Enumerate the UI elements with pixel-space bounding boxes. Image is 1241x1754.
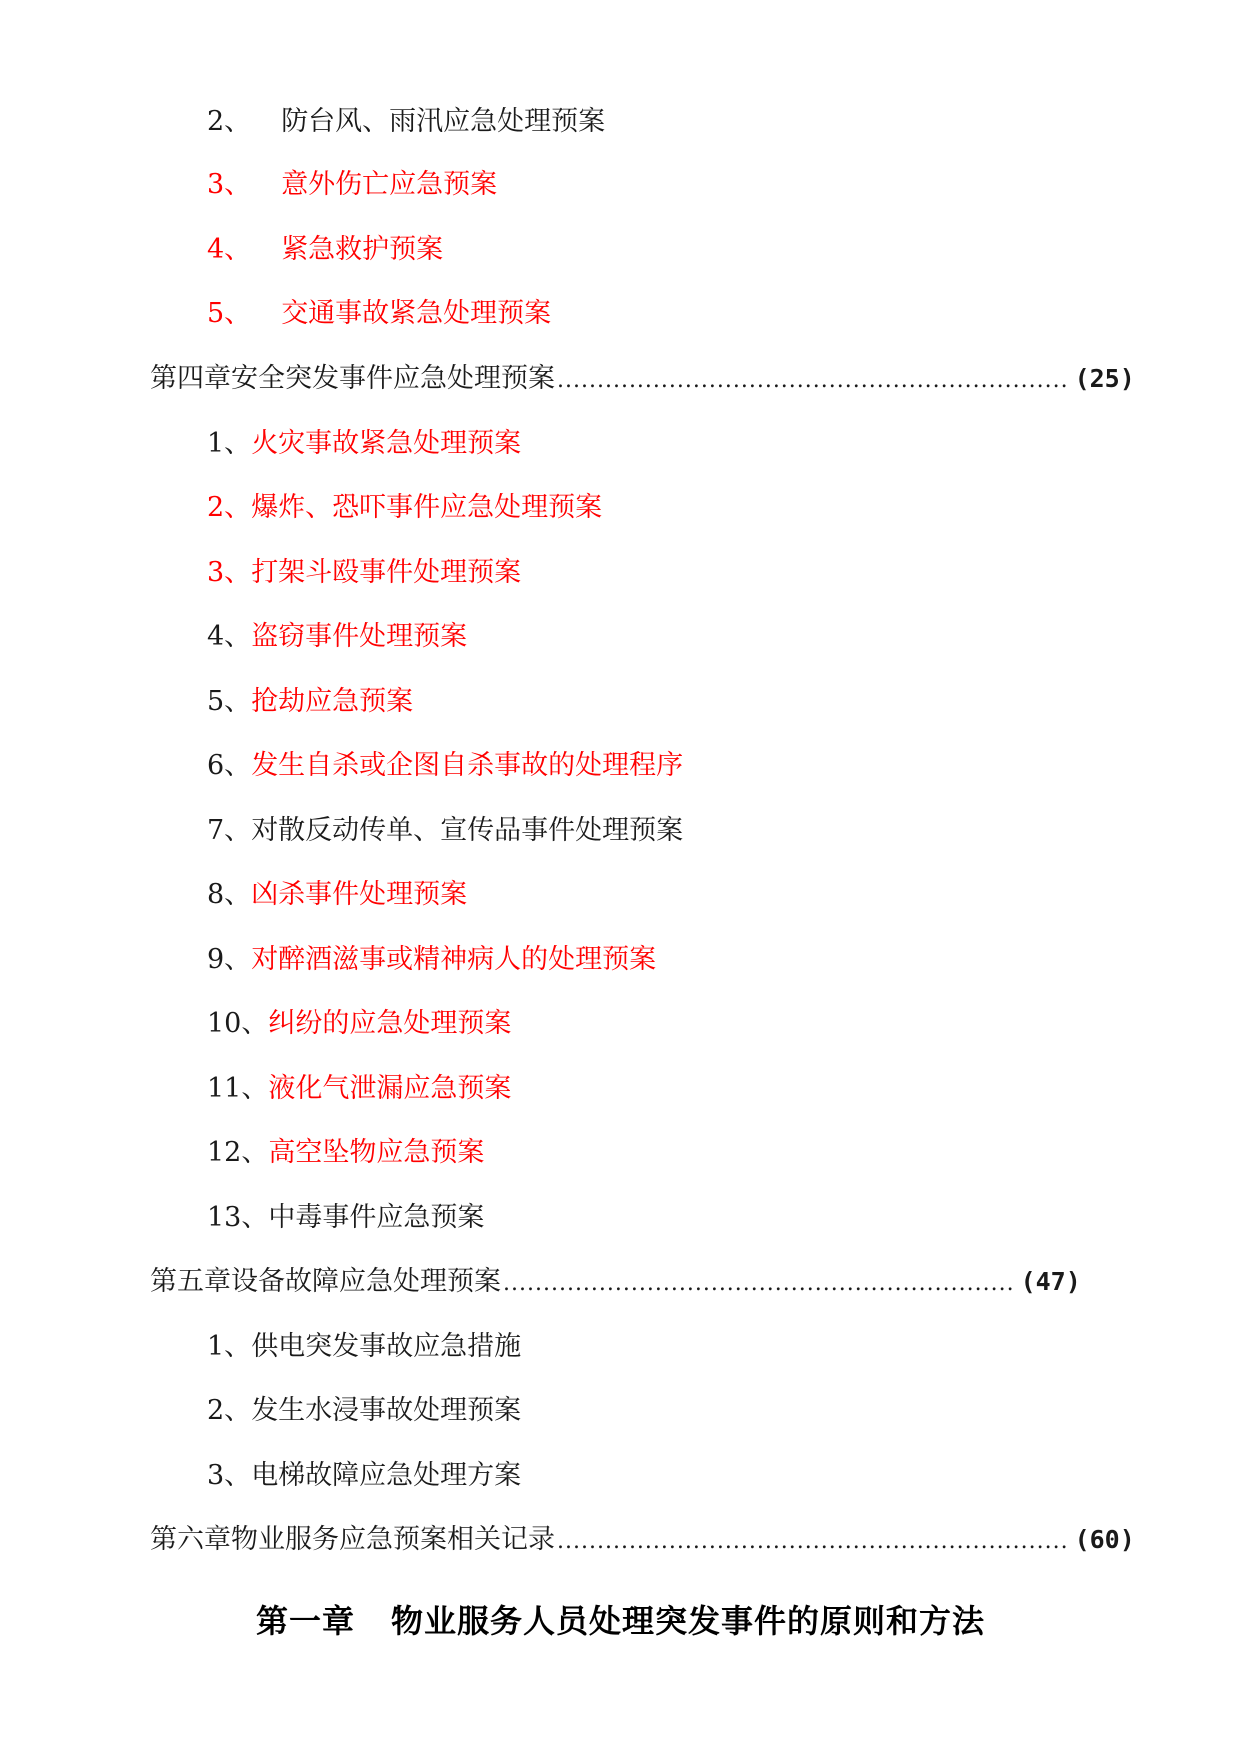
toc-item-number: 2、 <box>207 1395 252 1426</box>
toc-item <box>207 1393 521 1429</box>
toc-item-number: 9、 <box>207 944 252 975</box>
heading-title: 物业服务人员处理突发事件的原则和方法 <box>391 1602 986 1640</box>
toc-item-text: 抢劫应急预案 <box>251 686 414 717</box>
dot-leader: ................................................................ <box>557 1529 1069 1554</box>
toc-item <box>207 877 467 913</box>
chapter-label: 第五章 <box>150 1266 231 1297</box>
chapter-label: 第六章 <box>150 1524 231 1555</box>
toc-item-number: 8、 <box>207 879 252 910</box>
toc-item-number: 5、 <box>207 686 252 717</box>
toc-item <box>207 1006 511 1042</box>
toc-item-text: 火灾事故紧急处理预案 <box>251 428 522 459</box>
toc-item <box>207 748 683 784</box>
chapter-title: 物业服务应急预案相关记录 <box>231 1524 555 1555</box>
toc-item <box>207 167 497 203</box>
toc-item-number: 4、 <box>207 234 252 265</box>
toc-item-number: 10、 <box>207 1008 269 1039</box>
toc-item-number: 3、 <box>207 557 252 588</box>
toc-item <box>207 684 413 720</box>
heading-chapter-label: 第一章 <box>255 1602 355 1640</box>
chapter-title: 设备故障应急处理预案 <box>231 1266 501 1297</box>
toc-item <box>207 1329 521 1365</box>
toc-item-text: 对散反动传单、宣传品事件处理预案 <box>251 815 684 846</box>
toc-item-text: 纠纷的应急处理预案 <box>268 1008 512 1039</box>
toc-item-number: 7、 <box>207 815 252 846</box>
toc-item-text: 打架斗殴事件处理预案 <box>251 557 522 588</box>
toc-chapter-6 <box>150 1522 1135 1560</box>
toc-item-number: 2、 <box>207 106 252 137</box>
toc-item-text: 盗窃事件处理预案 <box>251 621 468 652</box>
toc-item <box>207 1135 484 1171</box>
toc-item-text: 液化气泄漏应急预案 <box>268 1073 512 1104</box>
page-number: (47) <box>1020 1267 1081 1296</box>
toc-chapter-5 <box>150 1264 1081 1302</box>
toc-item-number: 3、 <box>207 169 252 200</box>
toc-item <box>207 104 605 140</box>
toc-item-number: 5、 <box>207 298 252 329</box>
toc-item <box>207 1071 511 1107</box>
toc-item-text: 电梯故障应急处理方案 <box>251 1460 522 1491</box>
chapter-heading <box>0 1596 1241 1642</box>
toc-item-text: 防台风、雨汛应急处理预案 <box>281 106 606 137</box>
toc-item-number: 12、 <box>207 1137 269 1168</box>
page-number: (60) <box>1074 1525 1135 1554</box>
toc-item-number: 1、 <box>207 1331 252 1362</box>
toc-chapter-4 <box>150 361 1135 399</box>
toc-item-text: 发生水浸事故处理预案 <box>251 1395 522 1426</box>
chapter-label: 第四章 <box>150 363 231 394</box>
toc-item <box>207 813 683 849</box>
toc-item <box>207 490 602 526</box>
toc-item-text: 凶杀事件处理预案 <box>251 879 468 910</box>
toc-item-text: 紧急救护预案 <box>281 234 444 265</box>
toc-item-text: 交通事故紧急处理预案 <box>281 298 552 329</box>
toc-item-text: 爆炸、恐吓事件应急处理预案 <box>251 492 603 523</box>
toc-item-number: 6、 <box>207 750 252 781</box>
dot-leader: ................................................................ <box>503 1271 1015 1296</box>
toc-item-text: 中毒事件应急预案 <box>268 1202 485 1233</box>
toc-item-number: 13、 <box>207 1202 269 1233</box>
toc-item <box>207 426 521 462</box>
toc-item <box>207 942 656 978</box>
toc-item-text: 意外伤亡应急预案 <box>281 169 498 200</box>
dot-leader: ................................................................ <box>557 368 1069 393</box>
toc-item-number: 4、 <box>207 621 252 652</box>
toc-item-text: 对醉酒滋事或精神病人的处理预案 <box>251 944 657 975</box>
toc-item <box>207 619 467 655</box>
toc-item-number: 3、 <box>207 1460 252 1491</box>
toc-item-number: 1、 <box>207 428 252 459</box>
toc-item-number: 2、 <box>207 492 252 523</box>
toc-item-text: 高空坠物应急预案 <box>268 1137 485 1168</box>
toc-item <box>207 555 521 591</box>
toc-item <box>207 232 443 268</box>
toc-item <box>207 1200 484 1236</box>
toc-item <box>207 1458 521 1494</box>
toc-item <box>207 296 551 332</box>
toc-item-number: 11、 <box>207 1073 269 1104</box>
toc-item-text: 发生自杀或企图自杀事故的处理程序 <box>251 750 684 781</box>
chapter-title: 安全突发事件应急处理预案 <box>231 363 555 394</box>
toc-item-text: 供电突发事故应急措施 <box>251 1331 522 1362</box>
page-number: (25) <box>1074 364 1135 393</box>
